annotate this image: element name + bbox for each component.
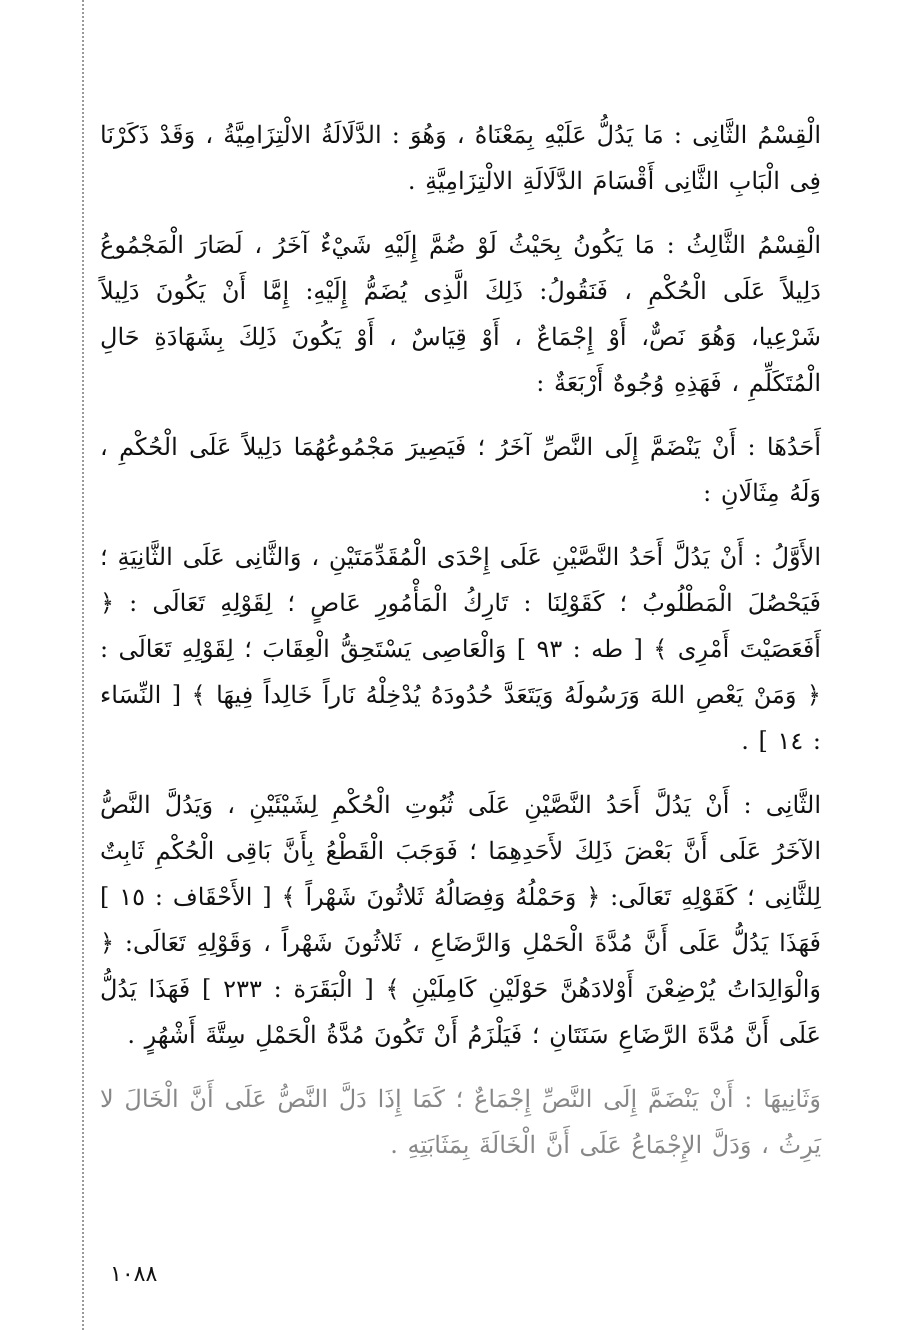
paragraph-first-example: الأَوَّلُ : أَنْ يَدُلَّ أَحَدُ النَّصَّيْنِ عَلَى إِحْدَى الْمُقَدِّمَتَيْنِ ، وَالثَّانِى عَلَى الثَّانِيَةِ ؛ فَيَحْصُلَ الْمَطْلُوبُ ؛ كَقَوْلِنَا : تَارِكُ الْمَأْمُورِ عَاصٍ ؛ لِقَوْلِهِ تَعَالَى : ﴿ أَفَعَصَيْتَ أَمْرِى ﴾ [ طه : ٩٣ ] وَالْعَاصِى يَسْتَحِقُّ الْعِقَابَ ؛ لِقَوْلِهِ تَعَالَى : ﴿ وَمَنْ يَعْصِ اللهَ وَرَسُولَهُ وَيَتَعَدَّ حُدُودَهُ يُدْخِلْهُ نَاراً خَالِداً فِيهَا ﴾ [ النِّسَاء : ١٤ ] . — [100, 543, 822, 755]
paragraph-part-two: الْقِسْمُ الثَّانِى : مَا يَدُلُّ عَلَيْهِ بِمَعْنَاهُ ، وَهُوَ : الدَّلَالَةُ الالْتِزَامِيَّةُ ، وَقَدْ ذَكَرْنَا فِى الْبَابِ الثَّانِى أَقْسَامَ الدَّلَالَةِ الالْتِزَامِيَّةِ . — [100, 121, 821, 195]
page-number: ١٠٨٨ — [110, 1262, 158, 1287]
body-text — [100, 112, 821, 1186]
paragraph-first-way: أَحَدُهَا : أَنْ يَنْضَمَّ إِلَى النَّصِّ آخَرُ ؛ فَيَصِيرَ مَجْمُوعُهُمَا دَلِيلاً عَلَى الْحُكْمِ ، وَلَهُ مِثَالَانِ : — [100, 433, 822, 507]
paragraph-part-three: الْقِسْمُ الثَّالِثُ : مَا يَكُونُ بِحَيْثُ لَوْ ضُمَّ إِلَيْهِ شَيْءٌ آخَرُ ، لَصَارَ الْمَجْمُوعُ دَلِيلاً عَلَى الْحُكْمِ ، فَنَقُولُ: ذَلِكَ الَّذِى يُضَمُّ إِلَيْهِ: إِمَّا أَنْ يَكُونَ دَلِيلاً شَرْعِيا، وَهُوَ نَصٌّ، أَوْ إِجْمَاعٌ ، أَوْ قِيَاسٌ ، أَوْ يَكُونَ ذَلِكَ بِشَهَادَةِ حَالِ الْمُتَكَلِّمِ ، فَهَذِهِ وُجُوهٌ أَرْبَعَةٌ : — [100, 231, 821, 397]
paragraph-second-way: وَثَانِيهَا : أَنْ يَنْضَمَّ إِلَى النَّصِّ إِجْمَاعٌ ؛ كَمَا إِذَا دَلَّ النَّصُّ عَلَى أَنَّ الْخَالَ لا يَرِثُ ، وَدَلَّ الإِجْمَاعُ عَلَى أَنَّ الْخَالَةَ بِمَثَابَتِهِ . — [100, 1085, 821, 1159]
paragraph-second-example: الثَّانِى : أَنْ يَدُلَّ أَحَدُ النَّصَّيْنِ عَلَى ثُبُوتِ الْحُكْمِ لِشَيْئَيْنِ ، وَيَدُلَّ النَّصُّ الآخَرُ عَلَى أَنَّ بَعْضَ ذَلِكَ لأَحَدِهِمَا ؛ فَوَجَبَ الْقَطْعُ بِأَنَّ بَاقِى الْحُكْمِ ثَابِتٌ لِلثَّانِى ؛ كَقَوْلِهِ تَعَالَى: ﴿ وَحَمْلُهُ وَفِصَالُهُ ثَلاثُونَ شَهْراً ﴾ [ الأَحْقَاف : ١٥ ] فَهَذَا يَدُلُّ عَلَى أَنَّ مُدَّةَ الْحَمْلِ وَالرَّضَاعِ ، ثَلاثُونَ شَهْراً ، وَقَوْلِهِ تَعَالَى: ﴿ وَالْوَالِدَاتُ يُرْضِعْنَ أَوْلادَهُنَّ حَوْلَيْنِ كَامِلَيْنِ ﴾ [ الْبَقَرَة : ٢٣٣ ] فَهَذَا يَدُلُّ عَلَى أَنَّ مُدَّةَ الرَّضَاعِ سَنَتَانِ ؛ فَيَلْزَمُ أَنْ تَكُونَ مُدَّةُ الْحَمْلِ سِتَّةَ أَشْهُرٍ . — [100, 791, 822, 1049]
page-margin-dotted-line — [82, 0, 84, 1330]
